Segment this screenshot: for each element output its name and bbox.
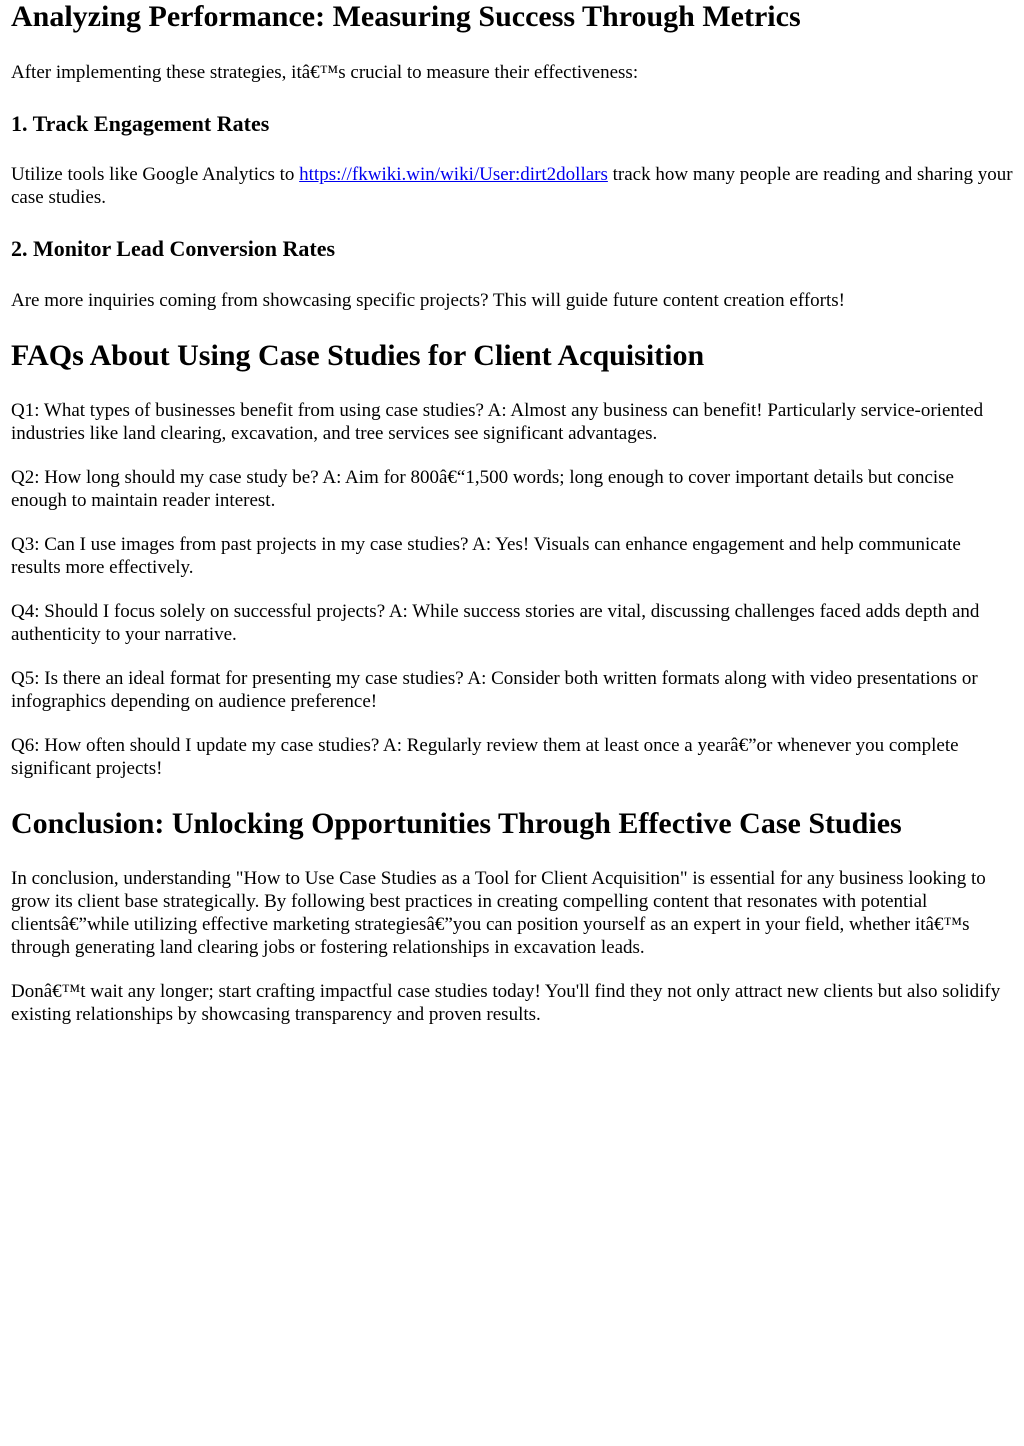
faq-item-q2: Q2: How long should my case study be? A: Aim for 800â€“1,500 words; long enough to cover important details but concise enough to maintain reader interest. [11,467,954,511]
faq-item-q6: Q6: How often should I update my case studies? A: Regularly review them at least once a yearâ€”or whenever you complete significant projects! [11,735,959,779]
subheading-track-engagement: 1. Track Engagement Rates [11,111,270,136]
faq-item-q3: Q3: Can I use images from past projects in my case studies? A: Yes! Visuals can enhance engagement and help communicate results more effectively. [11,534,961,578]
conclusion-paragraph-1: In conclusion, understanding "How to Use Case Studies as a Tool for Client Acquisition" is essential for any business looking to grow its client base strategically. By following best practices in creating compelling content that resonates with potential clientsâ€”while utilizing effective marketing strategiesâ€”you can position yourself as an expert in your field, whether itâ€™s through generating land clearing jobs or fostering relationships in excavation leads. [11,868,986,958]
fkwiki-link[interactable]: https://fkwiki.win/wiki/User:dirt2dollars [299,164,608,185]
track-engagement-paragraph [11,163,1013,209]
section-heading-conclusion: Conclusion: Unlocking Opportunities Through Effective Case Studies [11,807,902,840]
faq-item-q5: Q5: Is there an ideal format for presenting my case studies? A: Consider both written formats along with video presentations or infographics depending on audience preference! [11,668,978,712]
faq-item-q4: Q4: Should I focus solely on successful projects? A: While success stories are vital, discussing challenges faced adds depth and authenticity to your narrative. [11,601,980,645]
faq-item-q1: Q1: What types of businesses benefit from using case studies? A: Almost any business can benefit! Particularly service-oriented industries like land clearing, excavation, and tree services see significant advantages. [11,400,984,444]
track-text-before: Utilize tools like Google Analytics to [11,164,300,185]
subheading-monitor-conversion: 2. Monitor Lead Conversion Rates [11,236,336,261]
intro-paragraph: After implementing these strategies, itâ€™s crucial to measure their effectiveness: [11,62,639,83]
conclusion-paragraph-2: Donâ€™t wait any longer; start crafting impactful case studies today! You'll find they not only attract new clients but also solidify existing relationships by showcasing transparency and proven results. [11,981,1001,1025]
section-heading-analyzing: Analyzing Performance: Measuring Success Through Metrics [11,0,801,33]
section-heading-faqs: FAQs About Using Case Studies for Client Acquisition [11,339,705,372]
track-text-after: track how many people are reading and sharing your case studies. [11,164,1013,208]
faq-list [11,399,1013,780]
monitor-conversion-paragraph: Are more inquiries coming from showcasing specific projects? This will guide future content creation efforts! [11,290,845,311]
